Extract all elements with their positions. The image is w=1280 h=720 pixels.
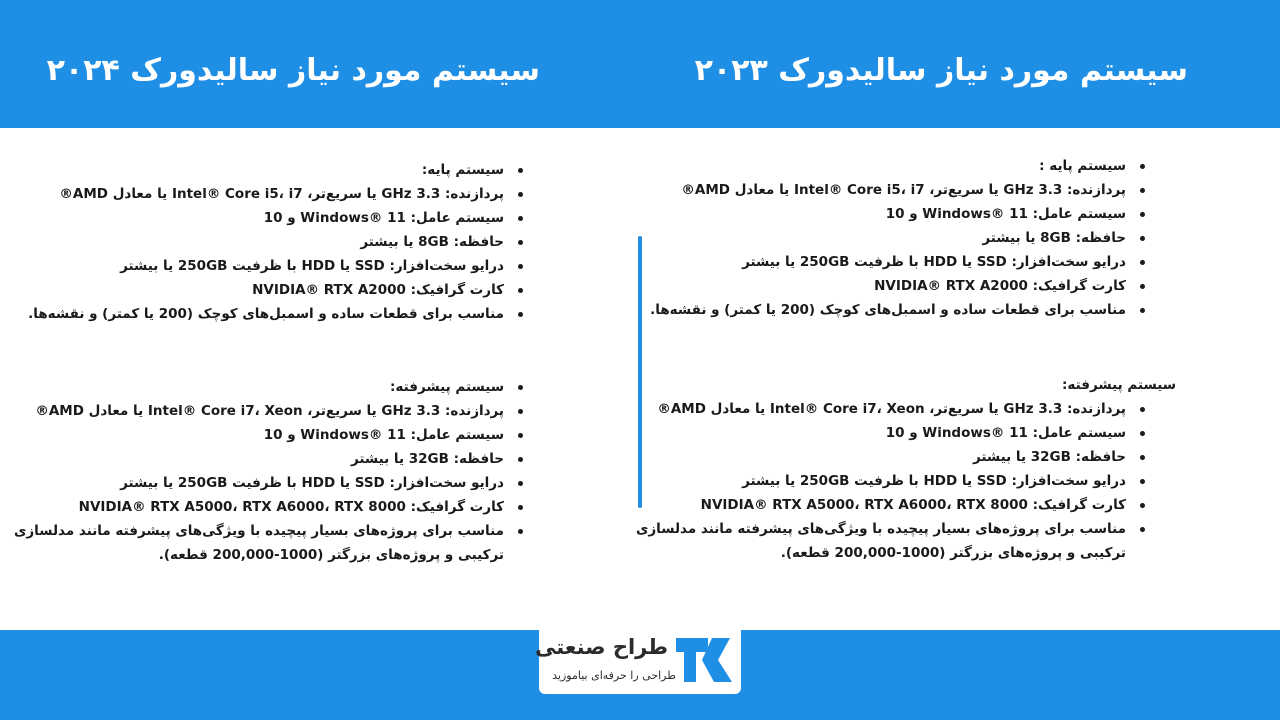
list-item: درایو سخت‌افزار: SSD یا HDD با ظرفیت 250GB یا بیشتر — [592, 250, 1152, 274]
list-item: حافظه: 8GB یا بیشتر — [0, 230, 530, 254]
list-item: درایو سخت‌افزار: SSD یا HDD با ظرفیت 250GB یا بیشتر — [592, 469, 1152, 493]
list-item: درایو سخت‌افزار: SSD یا HDD با ظرفیت 250GB یا بیشتر — [0, 471, 530, 495]
list-item: حافظه: 32GB یا بیشتر — [592, 445, 1152, 469]
list-item: پردازنده: GHz 3.3 یا سریع‌تر، Intel® Core i7، Xeon یا معادل AMD® — [0, 399, 530, 423]
logo-name: طراح صنعتی — [534, 635, 668, 659]
list-item: سیستم عامل: 11 ®Windows و 10 — [0, 423, 530, 447]
list-item: حافظه: 8GB یا بیشتر — [592, 226, 1152, 250]
list-item: درایو سخت‌افزار: SSD یا HDD با ظرفیت 250GB یا بیشتر — [0, 254, 530, 278]
list-item: سیستم عامل: 11 ®Windows و 10 — [0, 206, 530, 230]
list-item: مناسب برای پروژه‌های بسیار پیچیده با ویژگی‌های پیشرفته مانند مدلسازی ترکیبی و پروژه‌های بزرگتر (1000-200,000 قطعه). — [592, 517, 1152, 565]
list-item: حافظه: 32GB یا بیشتر — [0, 447, 530, 471]
list-item: سیستم پایه : — [592, 154, 1152, 178]
logo-tagline: طراحی را حرفه‌ای بیاموزید — [552, 669, 676, 682]
requirements-2023-basic — [592, 154, 1152, 322]
list-item: سیستم پیشرفته: — [0, 375, 530, 399]
list-item: مناسب برای قطعات ساده و اسمبل‌های کوچک (200 یا کمتر) و نقشه‌ها. — [0, 302, 530, 326]
list-item: کارت گرافیک: NVIDIA® RTX A5000، RTX A6000، RTX 8000 — [592, 493, 1152, 517]
list-item: کارت گرافیک: NVIDIA® RTX A2000 — [592, 274, 1152, 298]
requirements-2024-advanced — [0, 375, 530, 567]
list-item: پردازنده: GHz 3.3 یا سریع‌تر، Intel® Core i5، i7 یا معادل AMD® — [592, 178, 1152, 202]
title-2024: سیستم مورد نیاز سالیدورک ۲۰۲۴ — [46, 53, 540, 88]
list-item: سیستم عامل: 11 ®Windows و 10 — [592, 421, 1152, 445]
list-item: سیستم عامل: 11 ®Windows و 10 — [592, 202, 1152, 226]
advanced-heading: سیستم پیشرفته: — [1062, 377, 1176, 393]
list-item: کارت گرافیک: NVIDIA® RTX A2000 — [0, 278, 530, 302]
column-divider — [638, 236, 642, 508]
list-item: کارت گرافیک: NVIDIA® RTX A5000، RTX A6000، RTX 8000 — [0, 495, 530, 519]
logo-mark-icon — [668, 632, 738, 688]
list-item: مناسب برای پروژه‌های بسیار پیچیده با ویژگی‌های پیشرفته مانند مدلسازی ترکیبی و پروژه‌های بزرگتر (1000-200,000 قطعه). — [0, 519, 530, 567]
header-banner — [0, 0, 1280, 128]
list-item: سیستم پایه: — [0, 158, 530, 182]
title-2023: سیستم مورد نیاز سالیدورک ۲۰۲۳ — [694, 53, 1188, 88]
list-item: پردازنده: GHz 3.3 یا سریع‌تر، Intel® Core i7، Xeon یا معادل AMD® — [592, 397, 1152, 421]
list-item: پردازنده: GHz 3.3 یا سریع‌تر، Intel® Core i5، i7 یا معادل AMD® — [0, 182, 530, 206]
requirements-2023-advanced — [592, 373, 1176, 565]
requirements-2024-basic — [0, 158, 530, 326]
list-item: مناسب برای قطعات ساده و اسمبل‌های کوچک (200 یا کمتر) و نقشه‌ها. — [592, 298, 1152, 322]
